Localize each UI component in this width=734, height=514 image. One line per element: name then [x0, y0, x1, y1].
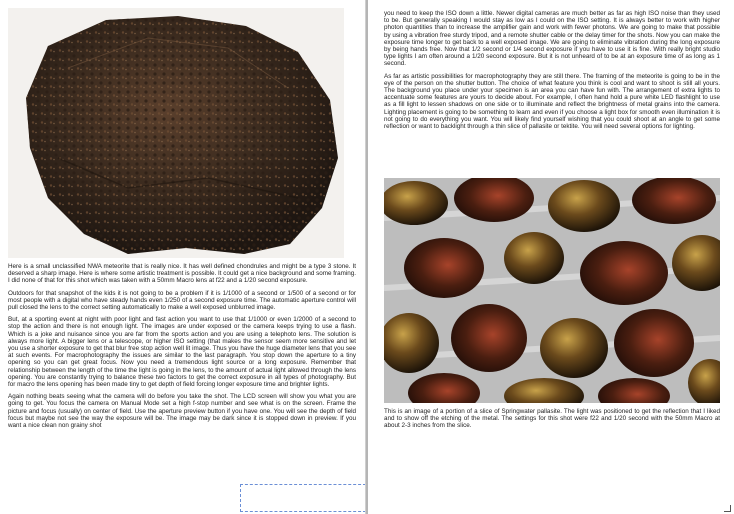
meteorite-photo — [8, 8, 344, 258]
left-page — [0, 0, 366, 514]
text-selection-box[interactable] — [240, 484, 366, 512]
photo-caption: This is an image of a portion of a slice of Springwater pallasite. The light was positioned to get the reflection that I liked and to show off the etching of the metal. The settings for this shot were f22 and 1/20 second with the 50mm Macro at about 2-3 inches from the slice. — [384, 408, 720, 430]
paragraph: Outdoors for that snapshot of the kids it is not going to be a problem if it is 1/1000 of a second or 1/500 of a second or for most people with a digital who have steady hands even 1/250 of a second exposure time. The automatic aperture control will pull closed the lens to the correct setting automatically to make a well exposed unblurred image. — [8, 289, 356, 312]
paragraph: But, at a sporting event at night with poor light and fast action you want to use that 1/1000 or even 1/2000 of a second to stop the action and there is not enough light. The images are under exposed or the camera keeps trying to use a flash. Which is a joke and nuisance since you are far from the sports action and you are using a telephoto lens. The solution is always more light. A bigger lens or a telescope, or higher ISO setting (that makes the sensor seem more sensitive and let you use a shorter exposure to get that blur free stop action well lit image. Thus you have the huge diameter lens that you see at such events. For macrophotography the issues are similar to the last paragraph. You stop down the aperture to a tiny opening so you can get great focus. Now you need a tremendous light source or a long exposure. Remember that relationship between the length of the time the light is going in the lens, to the amount of actual light allowed through the lens opening. You are constantly trying to balance these two factors to get the correct exposure in all types of photography. But for macro the lens opening has been made tiny to get depth of field forcing longer exposure time and brighter lights. — [8, 316, 356, 389]
paragraph: Here is a small unclassified NWA meteorite that is really nice. It has well defined chondrules and might be a type 3 stone. It deserved a sharp image. Here is where some artistic treatment is possible. It could get a nice background and some framing. I did none of that for this shot which was taken with a 50mm Macro lens at f22 and a 1/20 second exposure. — [8, 263, 356, 285]
paragraph: As far as artistic possibilities for macrophotography they are still there. The framing of the meteorite is going to be in the eye of the person on the shutter button. The choice of what feature you think is cool and want to shoot is still all yours. The background you place under your specimen is an area you can have fun with. The arrangement of extra lights to accentuate some features are yours to decide about. For example, I often hand hold a pure white LED flashlight to use as a fill light to lessen shadows on one side or to illuminate and reflect the brightness of metal grains into the camera. Lighting placement is going to be something to learn and even if you choose a light box for smooth even illumination it is not going to do everything you want. You will likely find yourself wishing that you could shoot at an angle to get some reflection or want to backlight through a thin slice of pallasite or tektite. You will need several options for lighting. — [384, 72, 720, 131]
paragraph: you need to keep the ISO down a little. Newer digital cameras are much better as far as high ISO noise than they used to be. But generally speaking I would stay as low as I could on the ISO setting. It is always better to work with higher photon quantities than to increase the amplifier gain and work with fewer photons. We are going to make that possible by using a vibration free sturdy tripod, and a remote shutter cable or the delay timer for the shots. Now you can make the exposure time longer to get back to a well exposed image. We are going to eliminate vibration during the long exposure by being hands free. Now that 1/2 second or 1/4 second exposure if you have to use it is fine. With really bright studio type lights I am often around a 1/20 second exposure. But it is not unheard of to be at an exposure time of as long as 1 second. — [384, 10, 721, 68]
right-body-text — [384, 10, 720, 135]
page-corner-mark — [724, 505, 731, 512]
left-body-text — [8, 263, 356, 434]
pallasite-photo — [384, 178, 720, 403]
paragraph: Again nothing beats seeing what the camera will do before you take the shot. The LCD screen will show you what you are going to get. You focus the camera on Manual Mode set a high f-stop number and see what is on the screen. Frame the picture and focus (usually) on center of field. Use the aperture preview button if you have one. You will see the depth of field focus but maybe not see the way the exposure will be. The image may be dark since it is stopped down in preview. If you want a nice clean non grainy shot — [8, 393, 356, 430]
